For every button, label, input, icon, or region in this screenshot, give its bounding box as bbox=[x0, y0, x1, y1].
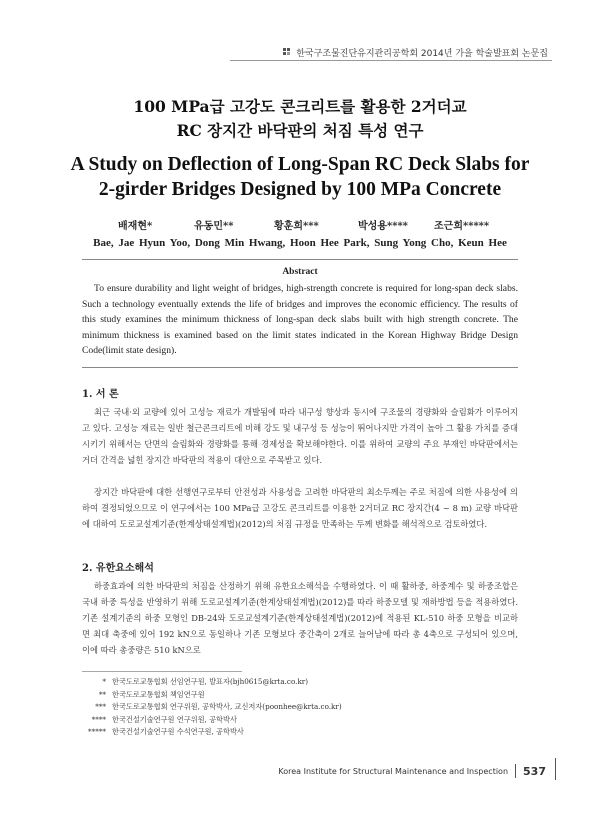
header-rule bbox=[230, 60, 552, 61]
abstract-top-rule bbox=[82, 259, 518, 260]
footnote-mark: ***** bbox=[88, 727, 106, 736]
author-korean: 조근희***** bbox=[434, 221, 490, 232]
abstract-text: To ensure durability and light weight of bridges, high-strength concrete is required for long-span deck slabs. Such a technology eventually extends the life of bridges and improves the economic efficiency. The results of this study examines the minimum thickness of long-span deck slabs built with high strength concrete. The minimum thickness is examined based on the limit states indicated in the Korean Highway Bridge Design Code(limit state design). bbox=[82, 283, 518, 356]
page-number: 537 bbox=[523, 764, 546, 778]
title-korean-line2: RC 장지간 바닥판의 처짐 특성 연구 bbox=[176, 121, 424, 140]
authors-english: Bae, Jae Hyun Yoo, Dong Min Hwang, Hoon Hee Park, Sung Yong Cho, Keun Hee bbox=[93, 237, 507, 249]
footnote-text: 한국건설기술연구원 연구위원, 공학박사 bbox=[112, 714, 237, 724]
section-heading-fea: 2. 유한요소해석 bbox=[82, 563, 154, 574]
paragraph: 장지간 바닥판에 대한 선행연구로부터 안전성과 사용성을 고려한 바닥판의 최소두께는 주로 처짐에 의한 사용성에 의하여 결정되었으므로 이 연구에서는 100 MPa급 고강도 콘크리트를 이용한 2거더교 RC 장지간(4 ~ 8 m) 교량 바닥판에 대하여 도로교설계기준(한계상태설계법)(2012)의 처짐 규정을 만족하는 두께 변화를 해석적으로 검토하였다. bbox=[82, 487, 518, 529]
author-korean: 배재현* bbox=[118, 221, 153, 232]
footnote-mark: ** bbox=[98, 689, 106, 699]
paragraph: 최근 국내·외 교량에 있어 고성능 재료가 개발됨에 따라 내구성 향상과 동시에 구조물의 경량화와 슬림화가 이루어지고 있다. 고성능 재료는 일반 철근콘크리트에 비해 강도 및 내구성 등 성능이 뛰어나지만 가격이 높아 그 활용 가치를 증대시키기 위해서는 단면의 슬림화와 경량화를 통해 경제성을 확보해야한다. 이를 위하여 교량의 주요 부재인 바닥판에서는 거더 간격을 넓힌 장지간 바닥판의 적용이 대안으로 주목받고 있다. bbox=[82, 407, 518, 465]
footnote bbox=[82, 701, 518, 714]
title-english-line1: A Study on Deflection of Long-Span RC Deck Slabs for bbox=[70, 154, 530, 175]
footnote-rule bbox=[82, 671, 242, 672]
abstract-heading: Abstract bbox=[282, 267, 318, 277]
footer-institute: Korea Institute for Structural Maintenance and Inspection bbox=[278, 766, 509, 776]
abstract-bottom-rule bbox=[82, 367, 518, 368]
footer-edge-bar bbox=[555, 758, 556, 780]
author-korean: 유동민** bbox=[194, 221, 234, 232]
journal-logo-icon bbox=[283, 48, 292, 57]
footnote-text: 한국도로교통협회 책임연구원 bbox=[112, 689, 205, 699]
page-footer bbox=[278, 764, 546, 778]
running-header bbox=[283, 46, 548, 59]
author-korean: 박성용**** bbox=[358, 221, 408, 232]
section-heading-introduction: 1. 서 론 bbox=[82, 389, 119, 400]
footnote bbox=[82, 726, 518, 739]
footnote bbox=[82, 714, 518, 727]
footnote-mark: **** bbox=[91, 714, 106, 724]
footnote-text: 한국도로교통협회 연구위원, 공학박사, 교신저자(poonhee@krta.co.kr) bbox=[112, 702, 342, 711]
title-korean-line1: 100 MPa급 고강도 콘크리트를 활용한 2거더교 bbox=[133, 97, 467, 116]
paragraph: 하중효과에 의한 바닥판의 처짐을 산정하기 위해 유한요소해석을 수행하였다. 이 때 활하중, 하중계수 및 하중조합은 국내 하중 특성을 반영하기 위해 도로교설계기준(한계상태설계법)(2012)를 따라 하중모델 및 재하방법 등을 적용하였다. 기존 설계기준의 하중 모형인 DB-24와 도로교설계기준(한계상태설계법)(2012)에 적용된 KL-510 하중 모형을 비교하면 최대 축중에 있어 192 kN으로 동일하나 기존 모형보다 중간축이 2개로 늘어남에 따라 총 4축으로 구성되어 있으며, 이에 따라 총중량은 510 kN으로 bbox=[82, 581, 518, 655]
author-korean: 황훈희*** bbox=[274, 221, 319, 232]
footer-separator bbox=[515, 764, 516, 778]
footnotes bbox=[82, 676, 518, 739]
footnote-mark: * bbox=[102, 677, 106, 686]
footnote-mark: *** bbox=[95, 702, 106, 711]
footnote bbox=[82, 676, 518, 689]
footnote-text: 한국도로교통협회 선임연구원, 발표자(bjh0615@krta.co.kr) bbox=[112, 677, 309, 686]
footnote-text: 한국건설기술연구원 수석연구원, 공학박사 bbox=[112, 727, 244, 736]
running-title: 한국구조물진단유지관리공학회 2014년 가을 학술발표회 논문집 bbox=[296, 49, 548, 59]
title-english-line2: 2-girder Bridges Designed by 100 MPa Concrete bbox=[98, 179, 502, 200]
footnote bbox=[82, 689, 518, 702]
